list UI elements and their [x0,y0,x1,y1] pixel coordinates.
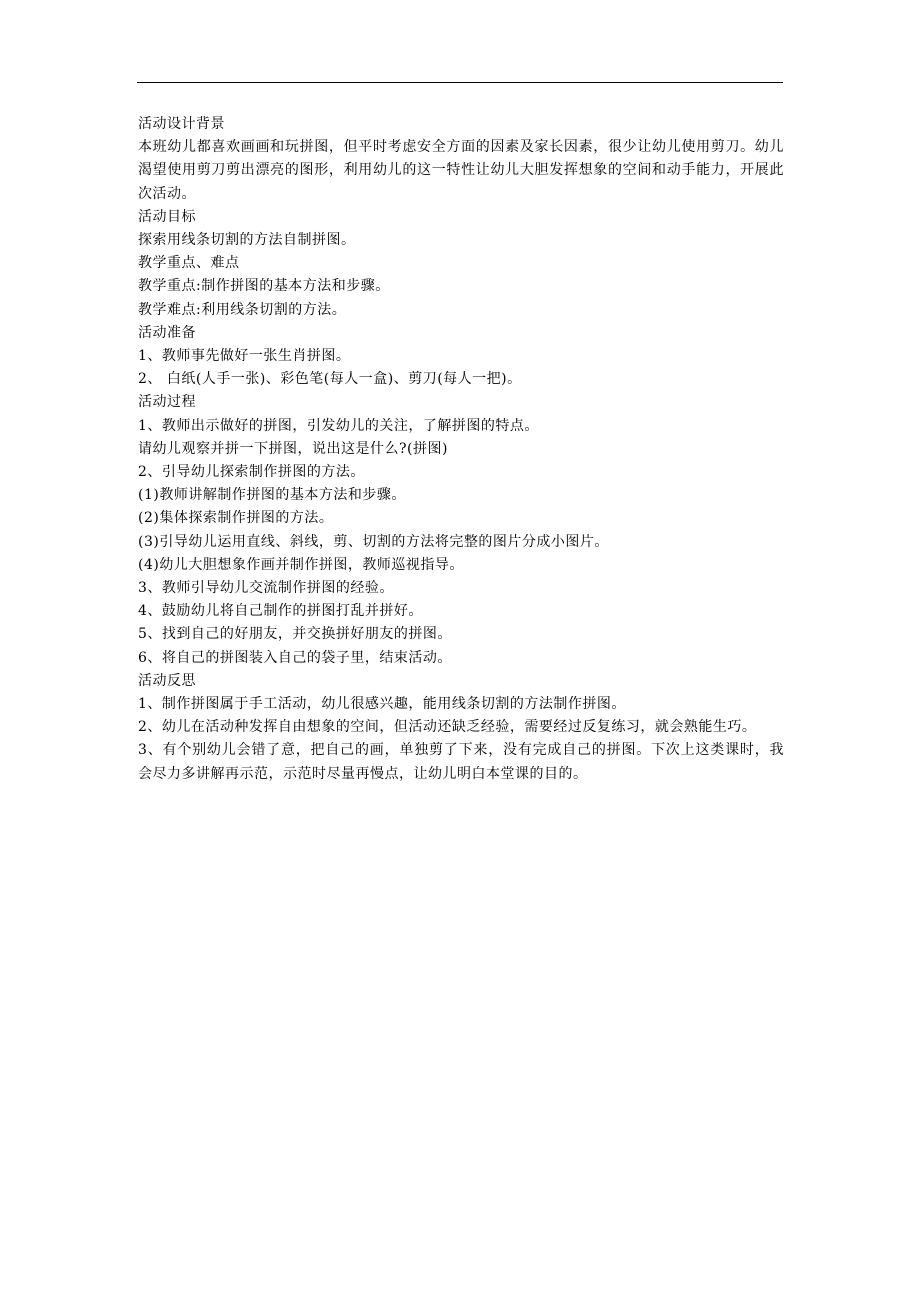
key-point: 教学重点:制作拼图的基本方法和步骤。 [138,278,390,295]
header-rule [137,82,783,83]
reflection-heading: 活动反思 [138,672,196,689]
background-paragraph: 本班幼儿都喜欢画画和玩拼图，但平时考虑安全方面的因素及家长因素，很少让幼儿使用剪刀。幼儿渴望使用剪刀剪出漂亮的图形，利用幼儿的这一特性让幼儿大胆发挥想象的空间和动手能力，开展此次活动。 [138,139,784,202]
key-difficult-heading: 教学重点、难点 [138,255,240,272]
process-item: (1)教师讲解制作拼图的基本方法和步骤。 [138,487,406,504]
preparation-heading: 活动准备 [138,324,196,341]
process-heading: 活动过程 [138,394,196,411]
process-item: 6、将自己的拼图装入自己的袋子里，结束活动。 [138,649,452,666]
goal-heading: 活动目标 [138,208,196,225]
process-item: 5、找到自己的好朋友，并交换拼好朋友的拼图。 [138,626,452,643]
process-item: 3、教师引导幼儿交流制作拼图的经验。 [138,580,394,597]
process-item: (2)集体探索制作拼图的方法。 [138,510,334,527]
difficult-point: 教学难点:利用线条切割的方法。 [138,301,347,318]
process-item: (3)引导幼儿运用直线、斜线，剪、切割的方法将完整的图片分成小图片。 [138,533,609,550]
process-item: 请幼儿观察并拼一下拼图，说出这是什么?(拼图) [138,440,448,457]
goal-text: 探索用线条切割的方法自制拼图。 [138,232,356,249]
preparation-item: 2、 白纸(人手一张)、彩色笔(每人一盒)、剪刀(每人一把)。 [138,371,522,388]
process-item: 2、引导幼儿探索制作拼图的方法。 [138,464,365,481]
process-item: 1、教师出示做好的拼图，引发幼儿的关注，了解拼图的特点。 [138,417,539,434]
document-body [138,113,784,786]
process-item: (4)幼儿大胆想象作画并制作拼图，教师巡视指导。 [138,556,464,573]
process-item: 4、鼓励幼儿将自己制作的拼图打乱并拼好。 [138,603,423,620]
preparation-item: 1、教师事先做好一张生肖拼图。 [138,348,351,365]
reflection-item: 3、有个别幼儿会错了意，把自己的画，单独剪了下来，没有完成自己的拼图。下次上这类课时，我会尽力多讲解再示范，示范时尽量再慢点，让幼儿明白本堂课的目的。 [138,742,784,782]
reflection-item: 2、幼儿在活动种发挥自由想象的空间，但活动还缺乏经验，需要经过反复练习，就会熟能生巧。 [138,719,757,736]
reflection-item: 1、制作拼图属于手工活动，幼儿很感兴趣，能用线条切割的方法制作拼图。 [138,696,626,713]
background-heading: 活动设计背景 [138,116,225,132]
